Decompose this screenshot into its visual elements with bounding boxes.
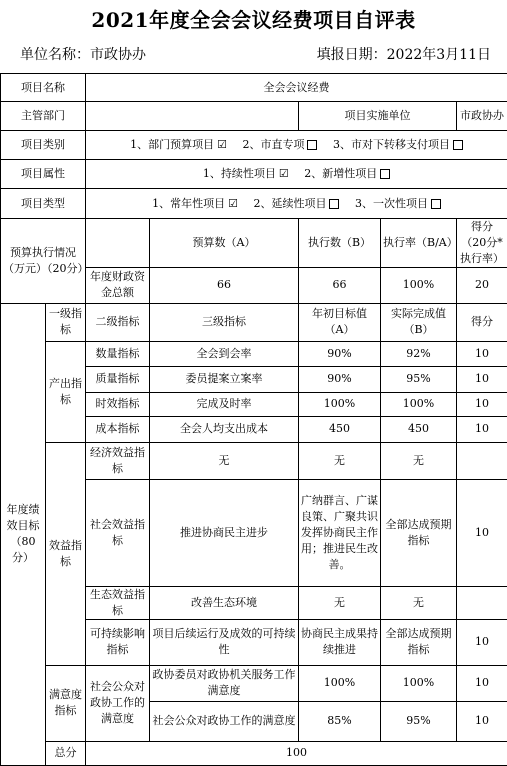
page-title: 2021年度全会会议经费项目自评表: [0, 4, 507, 33]
total-value: 100: [86, 741, 507, 765]
table-row: 全会人均支出成本: [150, 416, 299, 442]
table-row: 推进协商民主进步: [150, 479, 299, 586]
checkbox-checked-icon: ☑: [217, 137, 227, 153]
table-row: [457, 442, 507, 479]
attr-option-1: 1、持续性项目: [203, 167, 276, 180]
table-row: 成本指标: [86, 416, 150, 442]
budget-header-executed: 执行数（B）: [299, 219, 381, 268]
table-row: 10: [457, 619, 507, 665]
checkbox-empty-icon: [380, 169, 390, 179]
type-options: [86, 189, 507, 219]
table-row: 100%: [299, 392, 381, 416]
dept-value: [86, 102, 299, 131]
date-value: 2022年3月11日: [387, 47, 491, 63]
table-row: 95%: [381, 701, 457, 741]
table-row: 10: [457, 416, 507, 442]
table-row: 10: [457, 479, 507, 586]
category-options: [86, 131, 507, 160]
type-option-1: 1、常年性项目: [152, 197, 225, 210]
table-row: 社会效益指标: [86, 479, 150, 586]
attr-options: [86, 160, 507, 189]
perf-header-target: 年初目标值（A）: [299, 303, 381, 341]
table-row: 政协委员对政协机关服务工作满意度: [150, 665, 299, 701]
table-row: 90%: [299, 341, 381, 366]
budget-label: 预算执行情况（万元）（20分）: [1, 219, 86, 304]
project-name-label: 项目名称: [1, 74, 86, 102]
category-label: 项目类别: [1, 131, 86, 160]
table-row: 完成及时率: [150, 392, 299, 416]
checkbox-empty-icon: [307, 140, 317, 150]
benefit-label: 效益指标: [46, 442, 86, 665]
output-label: 产出指标: [46, 341, 86, 442]
table-row: 无: [381, 442, 457, 479]
table-row: 社会公众对政协工作的满意度: [150, 701, 299, 741]
table-row: 100%: [381, 665, 457, 701]
table-row: 95%: [381, 366, 457, 392]
perf-header-score: 得分: [457, 303, 507, 341]
type-label: 项目类型: [1, 189, 86, 219]
budget-header-planned: 预算数（A）: [150, 219, 299, 268]
satisfaction-l2: 社会公众对政协工作的满意度: [86, 665, 150, 741]
table-row: 时效指标: [86, 392, 150, 416]
budget-planned: 66: [150, 267, 299, 303]
satisfaction-label: 满意度指标: [46, 665, 86, 741]
unit-value: 市政协办: [90, 47, 146, 63]
table-row: 无: [381, 586, 457, 619]
table-row: 委员提案立案率: [150, 366, 299, 392]
table-row: 100%: [299, 665, 381, 701]
budget-executed: 66: [299, 267, 381, 303]
category-option-3: 3、市对下转移支付项目: [333, 138, 450, 151]
impl-unit-label: 项目实施单位: [299, 102, 457, 131]
table-row: 10: [457, 366, 507, 392]
category-option-1: 1、部门预算项目: [130, 138, 214, 151]
dept-label: 主管部门: [1, 102, 86, 131]
table-row: 无: [150, 442, 299, 479]
unit-name: [20, 44, 146, 64]
attr-option-2: 2、新增性项目: [304, 167, 377, 180]
budget-header-empty: [86, 219, 150, 268]
table-row: 450: [299, 416, 381, 442]
table-row: 全部达成预期指标: [381, 479, 457, 586]
type-option-3: 3、一次性项目: [355, 197, 428, 210]
table-row: 数量指标: [86, 341, 150, 366]
table-row: 全会到会率: [150, 341, 299, 366]
fill-date: [317, 44, 491, 64]
table-row: 85%: [299, 701, 381, 741]
checkbox-empty-icon: [329, 199, 339, 209]
perf-label: 年度绩效目标（80分）: [1, 303, 46, 765]
table-row: 全部达成预期指标: [381, 619, 457, 665]
perf-header-l1: 一级指标: [46, 303, 86, 341]
attr-label: 项目属性: [1, 160, 86, 189]
table-row: 92%: [381, 341, 457, 366]
date-label: 填报日期：: [317, 47, 387, 63]
budget-header-rate: 执行率（B/A）: [381, 219, 457, 268]
checkbox-checked-icon: ☑: [228, 196, 238, 212]
table-row: 经济效益指标: [86, 442, 150, 479]
evaluation-table: [0, 73, 507, 766]
table-row: 10: [457, 341, 507, 366]
budget-rate: 100%: [381, 267, 457, 303]
category-option-2: 2、市直专项: [242, 138, 304, 151]
unit-label: 单位名称：: [20, 47, 90, 63]
project-name-value: 全会会议经费: [86, 74, 507, 102]
table-row: 10: [457, 701, 507, 741]
table-row: 10: [457, 665, 507, 701]
budget-score: 20: [457, 267, 507, 303]
table-row: 无: [299, 442, 381, 479]
table-row: 90%: [299, 366, 381, 392]
impl-unit-value: 市政协办: [457, 102, 507, 131]
checkbox-empty-icon: [453, 140, 463, 150]
perf-header-actual: 实际完成值（B）: [381, 303, 457, 341]
table-row: [457, 586, 507, 619]
table-row: 生态效益指标: [86, 586, 150, 619]
table-row: 协商民主成果持续推进: [299, 619, 381, 665]
perf-header-l2: 二级指标: [86, 303, 150, 341]
table-row: 项目后续运行及成效的可持续性: [150, 619, 299, 665]
table-row: 10: [457, 392, 507, 416]
total-label: 总分: [46, 741, 86, 765]
table-row: 质量指标: [86, 366, 150, 392]
table-row: 改善生态环境: [150, 586, 299, 619]
budget-header-score: 得分（20分*执行率）: [457, 219, 507, 268]
budget-row-label: 年度财政资金总额: [86, 267, 150, 303]
table-row: 100%: [381, 392, 457, 416]
table-row: 可持续影响指标: [86, 619, 150, 665]
table-row: 无: [299, 586, 381, 619]
checkbox-checked-icon: ☑: [279, 166, 289, 182]
table-row: 广纳群言、广谋良策、广聚共识发挥协商民主作用；推进民生改善。: [299, 479, 381, 586]
perf-header-l3: 三级指标: [150, 303, 299, 341]
table-row: 450: [381, 416, 457, 442]
checkbox-empty-icon: [431, 199, 441, 209]
type-option-2: 2、延续性项目: [253, 197, 326, 210]
